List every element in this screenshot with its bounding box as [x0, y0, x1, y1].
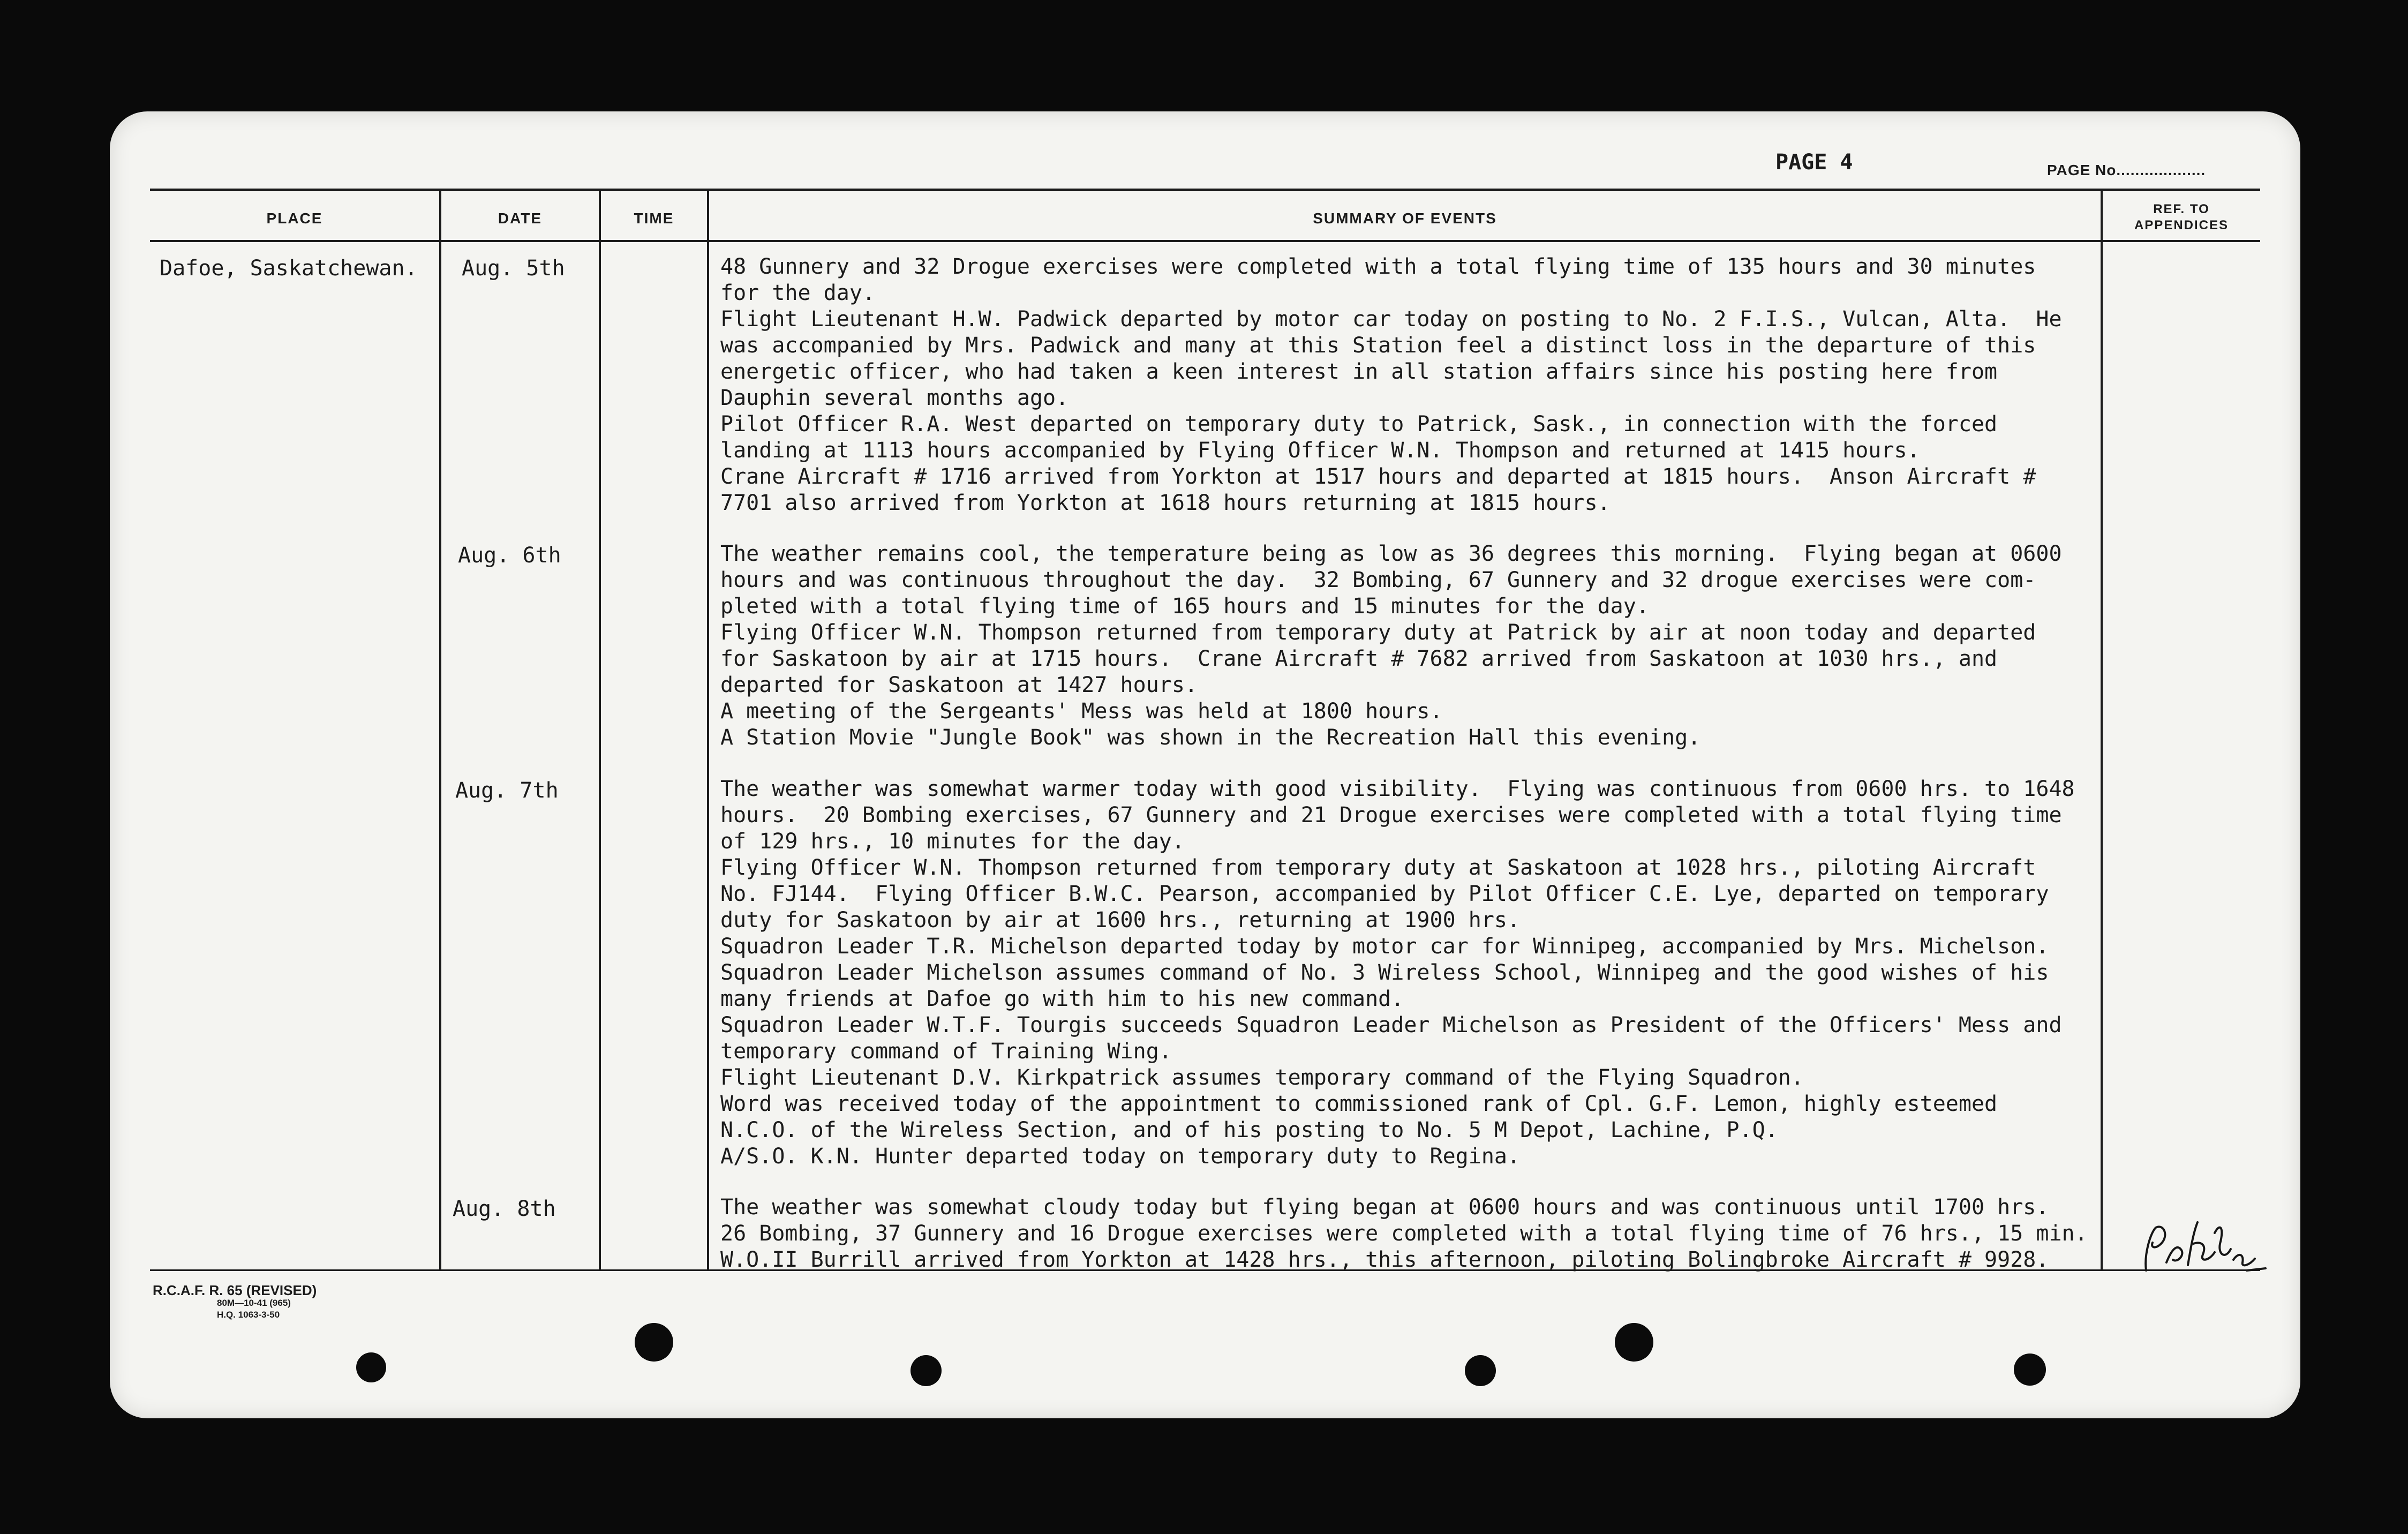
date-aug-7: Aug. 7th — [455, 778, 559, 803]
page-no-label: PAGE No................... — [2047, 162, 2206, 178]
summary-line: for Saskatoon by air at 1715 hours. Crane Aircraft # 7682 arrived from Saskatoon at 1030 hrs., and — [720, 646, 1998, 671]
summary-line: landing at 1113 hours accompanied by Flying Officer W.N. Thompson and returned at 1415 hours. — [720, 438, 1920, 463]
summary-line: No. FJ144. Flying Officer B.W.C. Pearson, accompanied by Pilot Officer C.E. Lye, departed on temporary — [720, 882, 2049, 906]
summary-line: departed for Saskatoon at 1427 hours. — [720, 673, 1198, 697]
date-aug-6: Aug. 6th — [458, 543, 561, 568]
summary-line: Dauphin several months ago. — [720, 386, 1069, 410]
header-time: TIME — [634, 210, 674, 227]
form-number: R.C.A.F. R. 65 (REVISED) — [153, 1282, 317, 1298]
table-top-rule — [150, 189, 2260, 191]
summary-line: Flight Lieutenant H.W. Padwick departed by motor car today on posting to No. 2 F.I.S., Vulcan, Alta. He — [720, 307, 2062, 332]
form-print-run: 80M—10-41 (965) — [217, 1298, 291, 1308]
punch-hole — [356, 1352, 386, 1382]
handwritten-initials — [2140, 1212, 2268, 1281]
punch-hole — [910, 1355, 942, 1386]
summary-line: Flying Officer W.N. Thompson returned from temporary duty at Saskatoon at 1028 hrs., piloting Aircraft — [720, 855, 2036, 880]
header-bottom-rule — [150, 240, 2260, 242]
summary-line: was accompanied by Mrs. Padwick and many at this Station feel a distinct loss in the departure of this — [720, 333, 2036, 358]
header-ref-to-appendices — [2103, 201, 2260, 234]
summary-line: hours. 20 Bombing exercises, 67 Gunnery and 21 Drogue exercises were completed with a total flying time — [720, 803, 2062, 828]
summary-line: W.O.II Burrill arrived from Yorkton at 1428 hrs., this afternoon, piloting Bolingbroke Aircraft # 9928. — [720, 1247, 2049, 1272]
summary-line: The weather remains cool, the temperature being as low as 36 degrees this morning. Flying began at 0600 — [720, 542, 2062, 566]
summary-line: Flight Lieutenant D.V. Kirkpatrick assumes temporary command of the Flying Squadron. — [720, 1065, 1804, 1090]
summary-line: Flying Officer W.N. Thompson returned from temporary duty at Patrick by air at noon today and departed — [720, 620, 2036, 645]
summary-line: 48 Gunnery and 32 Drogue exercises were completed with a total flying time of 135 hours and 30 minutes — [720, 254, 2036, 279]
punch-hole — [2014, 1353, 2046, 1386]
summary-line: temporary command of Training Wing. — [720, 1039, 1172, 1064]
summary-line: many friends at Dafoe go with him to his new command. — [720, 987, 1404, 1011]
summary-line: Squadron Leader W.T.F. Tourgis succeeds Squadron Leader Michelson as President of the Officers' Mess and — [720, 1013, 2062, 1037]
summary-line: for the day. — [720, 281, 875, 305]
summary-line: Word was received today of the appointment to commissioned rank of Cpl. G.F. Lemon, highly esteemed — [720, 1092, 1998, 1116]
summary-aug-8 — [720, 1194, 2124, 1273]
header-date: DATE — [498, 210, 543, 227]
column-divider-place — [439, 191, 441, 1270]
summary-line: N.C.O. of the Wireless Section, and of his posting to No. 5 M Depot, Lachine, P.Q. — [720, 1118, 1778, 1142]
summary-line: 7701 also arrived from Yorkton at 1618 hours returning at 1815 hours. — [720, 491, 1611, 515]
punch-hole — [1615, 1323, 1653, 1362]
place-cell: Dafoe, Saskatchewan. — [160, 256, 418, 281]
header-ref-line1: REF. TO — [2153, 202, 2210, 216]
summary-line: A meeting of the Sergeants' Mess was held at 1800 hours. — [720, 699, 1443, 724]
summary-line: of 129 hrs., 10 minutes for the day. — [720, 829, 1185, 854]
summary-line: The weather was somewhat warmer today with good visibility. Flying was continuous from 0600 hrs. to 1648 — [720, 777, 2075, 801]
header-summary-of-events: SUMMARY OF EVENTS — [1313, 210, 1497, 227]
summary-line: pleted with a total flying time of 165 hours and 15 minutes for the day. — [720, 594, 1649, 619]
summary-line: The weather was somewhat cloudy today but flying began at 0600 hours and was continuous until 1700 hrs. — [720, 1195, 2049, 1220]
date-aug-8: Aug. 8th — [453, 1197, 556, 1221]
punch-hole — [635, 1323, 673, 1362]
form-identifier — [153, 1283, 317, 1321]
punch-hole — [1465, 1355, 1496, 1386]
summary-line: Squadron Leader Michelson assumes command of No. 3 Wireless School, Winnipeg and the good wishes of his — [720, 960, 2049, 985]
column-divider-date — [599, 191, 601, 1270]
summary-aug-6 — [720, 541, 2124, 751]
header-place: PLACE — [266, 210, 323, 227]
summary-line: Pilot Officer R.A. West departed on temporary duty to Patrick, Sask., in connection with the forced — [720, 412, 1998, 437]
summary-line: Squadron Leader T.R. Michelson departed today by motor car for Winnipeg, accompanied by Mrs. Michelson. — [720, 934, 2049, 959]
summary-line: Crane Aircraft # 1716 arrived from Yorkton at 1517 hours and departed at 1815 hours. Anson Aircraft # — [720, 464, 2036, 489]
summary-line: 26 Bombing, 37 Gunnery and 16 Drogue exercises were completed with a total flying time of 76 hrs., 15 min. — [720, 1221, 2088, 1246]
summary-line: A/S.O. K.N. Hunter departed today on temporary duty to Regina. — [720, 1144, 1521, 1169]
summary-aug-5 — [720, 254, 2124, 516]
summary-line: energetic officer, who had taken a keen interest in all station affairs since his posting here from — [720, 359, 1998, 384]
typed-page-number: PAGE 4 — [1775, 150, 1853, 175]
header-ref-line2: APPENDICES — [2134, 218, 2229, 232]
column-divider-time — [707, 191, 709, 1270]
summary-line: A Station Movie "Jungle Book" was shown in the Recreation Hall this evening. — [720, 725, 1701, 750]
form-hq-number: H.Q. 1063-3-50 — [217, 1310, 280, 1320]
date-aug-5: Aug. 5th — [462, 256, 565, 281]
summary-line: hours and was continuous throughout the day. 32 Bombing, 67 Gunnery and 32 drogue exercises were com- — [720, 568, 2036, 592]
summary-line: duty for Saskatoon by air at 1600 hrs., returning at 1900 hrs. — [720, 908, 1521, 933]
summary-aug-7 — [720, 776, 2124, 1170]
